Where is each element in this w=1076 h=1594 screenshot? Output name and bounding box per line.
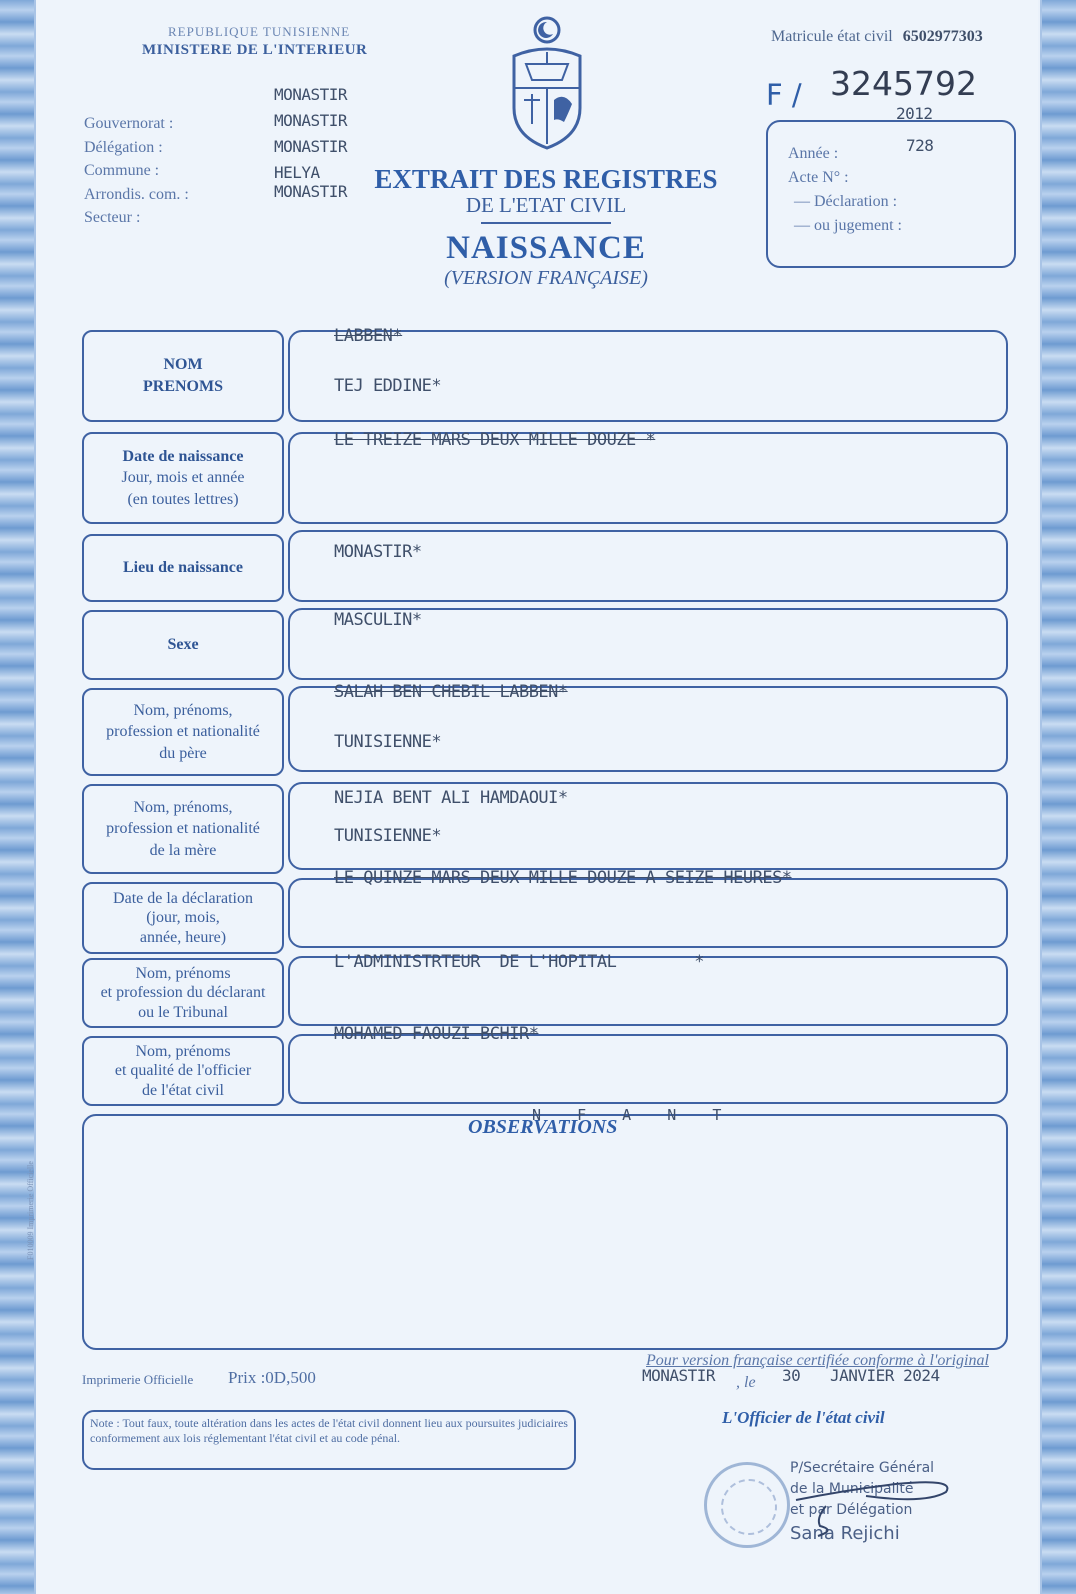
- nom-label: NOM: [163, 356, 203, 374]
- officier-label-1: Nom, prénoms: [135, 1043, 231, 1061]
- birth-certificate-sheet: [26, 0, 1038, 1594]
- sexe-label: Sexe: [167, 636, 199, 654]
- serial-prefix: F /: [766, 78, 802, 112]
- issue-month-year: JANVIER 2024: [830, 1366, 940, 1385]
- jugement-label: — ou jugement :: [794, 217, 902, 234]
- serial-number: 3245792: [830, 64, 977, 103]
- admin-labels: [84, 112, 189, 230]
- pere-nationality-value: TUNISIENNE*: [334, 732, 442, 752]
- lieu-naissance-label: Lieu de naissance: [122, 559, 243, 577]
- printer-name: Imprimerie Officielle: [82, 1372, 194, 1387]
- legal-note: [82, 1410, 576, 1470]
- secteur-value: MONASTIR: [274, 182, 348, 201]
- declarant-label-1: Nom, prénoms: [135, 965, 231, 983]
- admin-values: [274, 82, 347, 202]
- date-declaration-label-1: Date de la déclaration: [113, 890, 253, 908]
- prenoms-value: TEJ EDDINE*: [334, 376, 442, 396]
- declarant-label-box: [82, 958, 284, 1028]
- issue-place: MONASTIR: [642, 1366, 716, 1385]
- pere-label-3: du père: [159, 744, 207, 762]
- title-line-3: NAISSANCE: [446, 230, 646, 266]
- stamp-line-3: et par Délégation: [790, 1502, 913, 1518]
- certified-note: Pour version française certifiée conforme à l'original: [646, 1352, 989, 1369]
- mere-label-3: de la mère: [149, 841, 217, 859]
- pere-label-1: Nom, prénoms,: [133, 701, 233, 719]
- acte-number-value: 728: [906, 136, 934, 155]
- acte-labels: [788, 142, 902, 238]
- date-declaration-value: LE QUINZE MARS DEUX MILLE DOUZE A SEIZE HEURES*: [334, 868, 792, 888]
- title-line-1: EXTRAIT DES REGISTRES: [374, 164, 718, 194]
- arrondissement-value: HELYA: [274, 163, 320, 182]
- ministry-heading: MINISTERE DE L'INTERIEUR: [142, 42, 368, 58]
- matricule-label: Matricule état civil: [771, 28, 893, 45]
- mere-value-box: [288, 782, 1008, 870]
- observations-box: [82, 1114, 1008, 1350]
- date-declaration-label-2: (jour, mois,: [146, 909, 220, 927]
- decorative-border-right: [1040, 0, 1076, 1594]
- handwritten-signature: [756, 1470, 976, 1540]
- lieu-naissance-value: MONASTIR*: [334, 542, 422, 562]
- prenoms-label: PRENOMS: [143, 378, 223, 395]
- sexe-value-box: [288, 608, 1008, 680]
- sexe-value: MASCULIN*: [334, 610, 422, 630]
- decorative-border-left: [0, 0, 36, 1594]
- declarant-value-box: [288, 952, 1008, 1026]
- pere-name-value: SALAH BEN CHEBIL LABBEN*: [334, 682, 568, 702]
- officier-label-3: de l'état civil: [142, 1081, 224, 1099]
- title-line-4: (VERSION FRANÇAISE): [444, 267, 648, 289]
- mere-label-2: profession et nationalité: [106, 820, 260, 838]
- document-title: [366, 164, 726, 290]
- declarant-value: L'ADMINISTRTEUR DE L'HOPITAL *: [334, 952, 704, 972]
- pere-label-2: profession et nationalité: [106, 723, 260, 741]
- title-divider: [481, 222, 611, 224]
- side-print: F010009 Imprimerie Officielle: [26, 1161, 35, 1260]
- year-label: Année :: [788, 145, 839, 162]
- date-naissance-value: LE TREIZE MARS DEUX MILLE DOUZE *: [334, 430, 656, 450]
- declarant-label-3: ou le Tribunal: [138, 1003, 228, 1021]
- mere-label-box: [82, 784, 284, 874]
- officier-value: MOHAMED FAOUZI BCHIR*: [334, 1024, 539, 1044]
- lieu-naissance-label-box: [82, 534, 284, 602]
- legal-note-text: Note : Tout faux, toute altération dans les actes de l'état civil donnent lieu aux poursuites judiciaires conformement aux lois réglementant l'état civil et au code pénal.: [90, 1416, 568, 1445]
- stamp-line-2: de la Municipalité: [790, 1481, 914, 1497]
- tunisia-coat-of-arms-icon: [504, 16, 590, 154]
- lieu-naissance-value-box: [288, 530, 1008, 602]
- date-declaration-value-box: [288, 868, 1008, 948]
- mere-label-1: Nom, prénoms,: [133, 798, 233, 816]
- nom-prenoms-value-box: [288, 326, 1008, 422]
- gouvernorat-label: Gouvernorat :: [84, 115, 174, 132]
- issue-le: , le: [736, 1374, 756, 1391]
- commune-value: MONASTIR: [274, 137, 348, 156]
- observations-overprint: N F A N T: [532, 1106, 728, 1124]
- officier-value-box: [288, 1024, 1008, 1104]
- declarant-label-2: et profession du déclarant: [100, 984, 266, 1002]
- secteur-label: Secteur :: [84, 209, 141, 226]
- pere-label-box: [82, 688, 284, 776]
- republic-heading: REPUBLIQUE TUNISIENNE: [168, 24, 351, 39]
- officier-label-2: et qualité de l'officier: [114, 1062, 252, 1080]
- delegation-label: Délégation :: [84, 138, 163, 156]
- acte-year-value: 2012: [896, 104, 933, 123]
- observations-title: OBSERVATIONS: [468, 1116, 618, 1138]
- date-declaration-label-3: année, heure): [139, 928, 227, 946]
- date-naissance-label: Date de naissance: [122, 447, 244, 465]
- delegation-value: MONASTIR: [274, 111, 348, 130]
- commune-label: Commune :: [84, 162, 160, 179]
- officier-label-box: [82, 1036, 284, 1106]
- sexe-label-box: [82, 610, 284, 680]
- matricule-value: 6502977303: [902, 28, 983, 45]
- acte-number-label: Acte N° :: [788, 169, 849, 186]
- nom-value: LABBEN*: [334, 326, 403, 346]
- date-declaration-label-box: [82, 882, 284, 954]
- officer-title: L'Officier de l'état civil: [722, 1408, 885, 1427]
- title-line-2: DE L'ETAT CIVIL: [465, 193, 627, 217]
- date-naissance-sublabel: Jour, mois et année: [121, 469, 245, 487]
- pere-value-box: [288, 682, 1008, 772]
- gouvernorat-value: MONASTIR: [274, 85, 348, 104]
- mere-nationality-value: TUNISIENNE*: [334, 826, 442, 846]
- stamp-line-1: P/Secrétaire Général: [790, 1460, 935, 1476]
- nom-prenoms-label-box: [82, 330, 284, 422]
- date-naissance-value-box: [288, 432, 1008, 524]
- arrondissement-label: Arrondis. com. :: [84, 185, 189, 203]
- signatory-name: Sana Rejichi: [790, 1523, 900, 1544]
- date-naissance-label-box: [82, 432, 284, 524]
- issue-day: 30: [782, 1366, 801, 1385]
- declaration-label: — Déclaration :: [794, 193, 898, 210]
- price: Prix :0D,500: [228, 1368, 316, 1387]
- date-naissance-sublabel-2: (en toutes lettres): [127, 490, 239, 508]
- mere-name-value: NEJIA BENT ALI HAMDAOUI*: [334, 788, 568, 808]
